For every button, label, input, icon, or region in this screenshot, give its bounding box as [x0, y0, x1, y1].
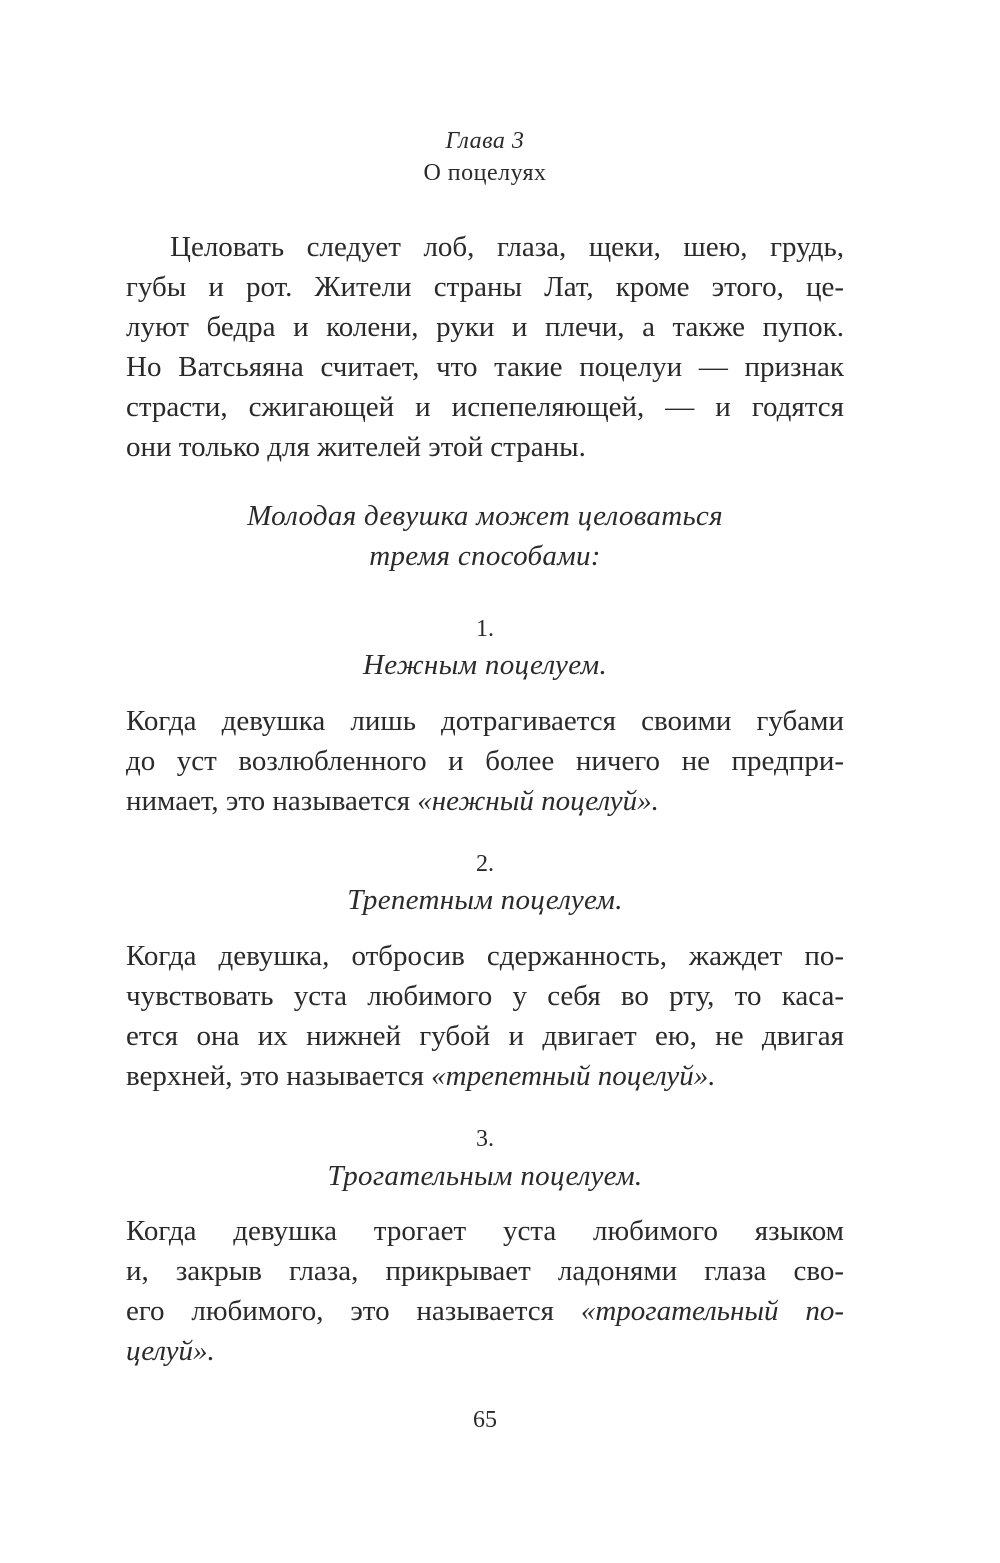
item-line: и, закрыв глаза, прикрывает ладонями глаза сво-	[126, 1255, 844, 1287]
item-line-plain: верхней, это называется	[126, 1060, 432, 1092]
intro-line: страсти, сжигающей и испепеляющей, — и годятся	[126, 391, 844, 423]
chapter-label: Глава 3	[445, 128, 525, 154]
intro-line: луют бедра и колени, руки и плечи, а также пупок.	[126, 311, 844, 343]
item-term: «трогательный по-	[580, 1295, 844, 1327]
intro-line: Целовать следует лоб, глаза, щеки, шею, грудь,	[170, 231, 844, 263]
item-line	[126, 1056, 844, 1096]
item-line: Когда девушка трогает уста любимого языком	[126, 1215, 844, 1247]
item-line: Когда девушка лишь дотрагивается своими губами	[126, 705, 844, 737]
item-term: целуй».	[126, 1335, 215, 1367]
item-title: Трогательным поцелуем.	[327, 1160, 643, 1192]
item-line-plain: нимает, это называется	[126, 785, 418, 817]
item-title: Нежным поцелуем.	[362, 649, 608, 681]
item-number: 3.	[476, 1126, 494, 1152]
item-paragraph	[126, 1211, 844, 1371]
item-line: ется она их нижней губой и двигает ею, не двигая	[126, 1020, 844, 1052]
item-line: до уст возлюбленного и более ничего не предпри-	[126, 745, 844, 777]
item-line	[126, 1291, 844, 1331]
item-number: 2.	[476, 851, 494, 877]
chapter-title: О поцелуях	[423, 160, 547, 186]
book-page	[126, 0, 844, 1563]
intro-line: Но Ватсьяяна считает, что такие поцелуи — признак	[126, 351, 844, 383]
item-line	[126, 781, 844, 821]
item-line: чувствовать уста любимого у себя во рту, то каса-	[126, 980, 844, 1012]
section-subheading-line2: тремя способами:	[369, 540, 601, 572]
item-title: Трепетным поцелуем.	[347, 884, 623, 916]
item-number: 1.	[476, 616, 494, 642]
intro-line: губы и рот. Жители страны Лат, кроме этого, це-	[126, 271, 844, 303]
item-line-plain: его любимого, это называется	[126, 1295, 581, 1327]
intro-line: они только для жителей этой страны.	[126, 431, 586, 463]
item-term: «нежный поцелуй».	[417, 785, 659, 817]
page-number: 65	[473, 1407, 497, 1433]
intro-paragraph	[126, 227, 844, 467]
item-paragraph	[126, 936, 844, 1096]
item-paragraph	[126, 701, 844, 821]
item-line	[126, 1331, 844, 1371]
section-subheading-line1: Молодая девушка может целоваться	[247, 500, 723, 532]
item-line: Когда девушка, отбросив сдержанность, жаждет по-	[126, 940, 844, 972]
item-term: «трепетный поцелуй».	[431, 1060, 716, 1092]
